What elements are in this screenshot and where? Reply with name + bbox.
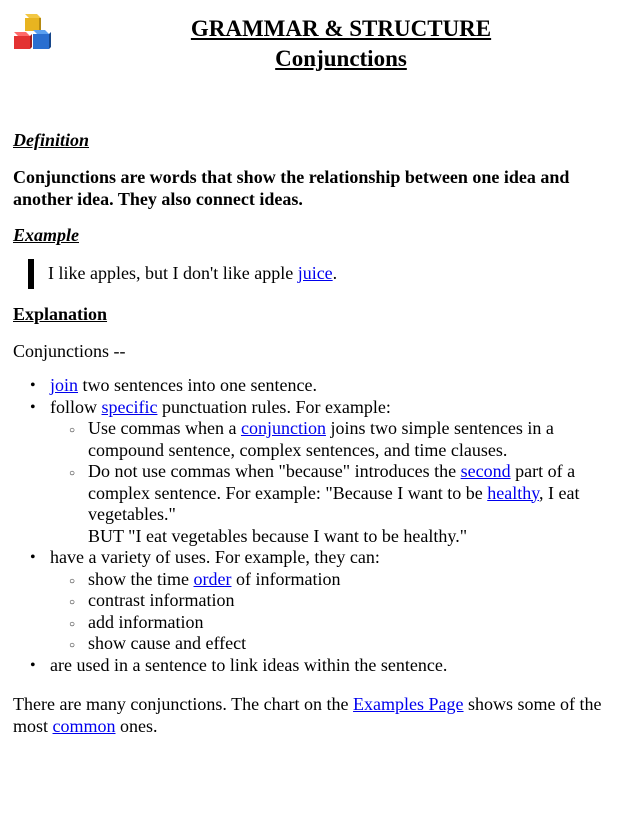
explanation-heading: Explanation xyxy=(13,304,108,324)
link-specific[interactable]: specific xyxy=(101,396,158,417)
link-second[interactable]: second xyxy=(460,461,511,481)
closing-paragraph: There are many conjunctions. The chart on the Examples Page shows some of the most common ones. xyxy=(13,694,602,736)
but-example: BUT "I eat vegetables because I want to be healthy." xyxy=(88,525,468,546)
sub-list-item: ○ add information xyxy=(50,612,613,634)
list-item: • join two sentences into one sentence. xyxy=(13,375,613,397)
definition-text: Conjunctions are words that show the relationship between one idea and another idea. They also connect ideas. xyxy=(13,167,570,209)
link-examples-page[interactable]: Examples Page xyxy=(353,694,464,714)
sub-list-item: ○ show the time order of information xyxy=(50,569,613,591)
quote-bar xyxy=(28,259,34,289)
link-order[interactable]: order xyxy=(193,568,232,589)
explanation-intro: Conjunctions -- xyxy=(13,341,126,361)
page-title xyxy=(0,14,638,74)
definition-heading: Definition xyxy=(13,130,90,150)
title-line-2: Conjunctions xyxy=(275,46,407,71)
list-item: • have a variety of uses. For example, they can: ○ show the time order of information ○ contrast information ○ add information ○ show cause and effect xyxy=(13,547,613,655)
explanation-list xyxy=(13,375,613,676)
link-join[interactable]: join xyxy=(50,375,79,395)
list-item: • are used in a sentence to link ideas within the sentence. xyxy=(13,655,613,677)
link-conjunction[interactable]: conjunction xyxy=(240,418,326,438)
sub-list-item: ○ contrast information xyxy=(50,590,613,612)
link-healthy[interactable]: healthy xyxy=(487,482,540,503)
example-heading: Example xyxy=(13,225,79,245)
sub-list xyxy=(50,418,613,547)
list-item: • follow specific punctuation rules. For example: ○ Use commas when a conjunction joins two simple sentences in a compound sentence, complex sentences, and time clauses. ○ Do not use commas when "because" introduces the second part of a complex sentence. For example: "Because I want to be healthy, I eat vegetables." BUT "I eat vegetables because I want to be healthy." xyxy=(13,397,613,548)
link-common[interactable]: common xyxy=(52,716,116,736)
sub-list-item: ○ Use commas when a conjunction joins two simple sentences in a compound sentence, complex sentences, and time clauses. xyxy=(50,418,613,461)
title-line-1: GRAMMAR & STRUCTURE xyxy=(190,16,492,41)
link-juice[interactable]: juice xyxy=(297,263,333,283)
sub-list-item: ○ show cause and effect xyxy=(50,633,613,655)
sub-list xyxy=(50,569,613,655)
sub-list-item: ○ Do not use commas when "because" introduces the second part of a complex sentence. For example: "Because I want to be healthy, I eat vegetables." BUT "I eat vegetables because I want to be healthy." xyxy=(50,461,613,547)
example-sentence: I like apples, but I don't like apple juice. xyxy=(48,263,338,283)
